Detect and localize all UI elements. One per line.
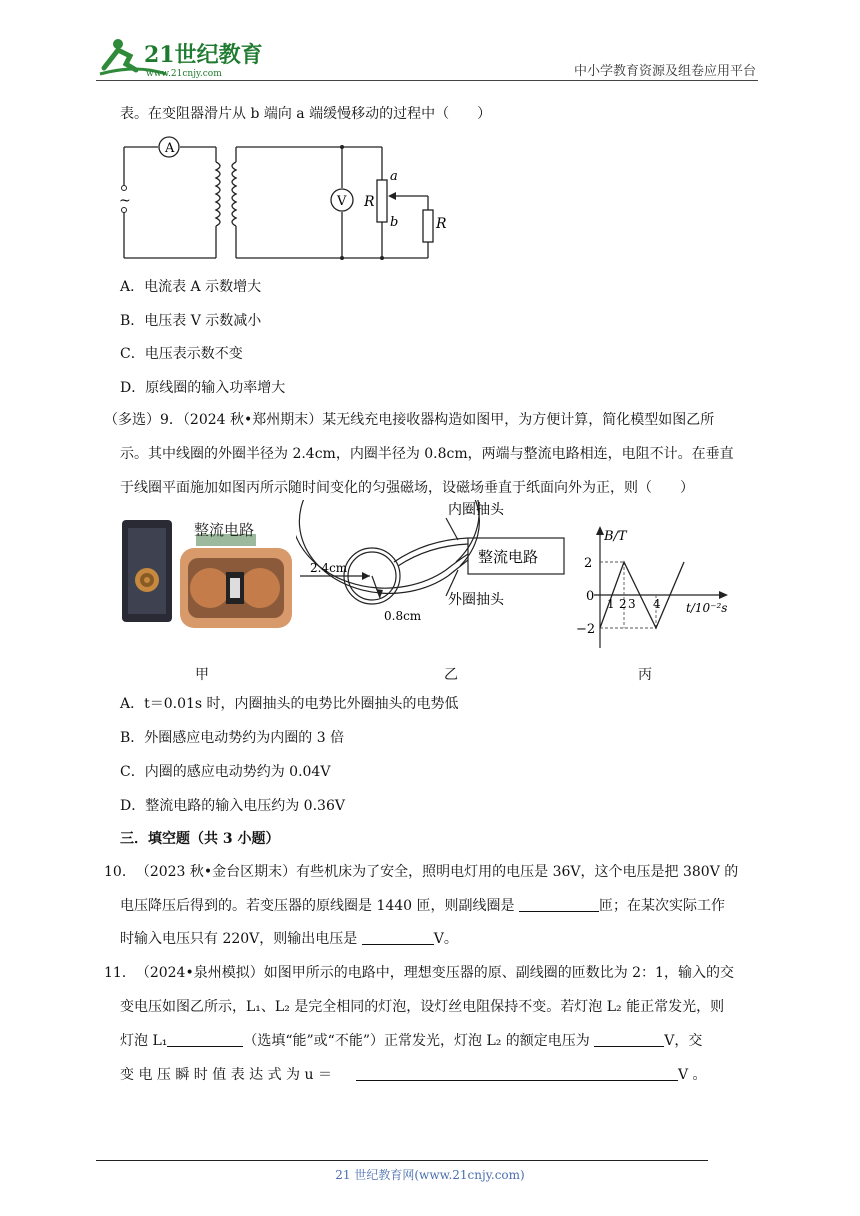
rheostat-label: R — [364, 194, 375, 210]
q11-line-3-tail: V，交 — [664, 1033, 703, 1049]
q11-line-2: 变电压如图乙所示，L₁、L₂ 是完全相同的灯泡，设灯丝电阻保持不变。若灯泡 L₂ 能正常发光，则 — [120, 999, 725, 1015]
q9-option-d: D．整流电路的输入电压约为 0.36V — [120, 798, 345, 814]
q8-option-d: D．原线圈的输入功率增大 — [120, 380, 286, 396]
fig-yi-coil-diagram — [296, 500, 574, 658]
q8-circuit-diagram — [110, 130, 460, 270]
ammeter-label: A — [165, 141, 175, 156]
q9-option-a: A．t＝0.01s 时，内圈抽头的电势比外圈抽头的电势低 — [120, 696, 459, 712]
q11-line-4-tail: V 。 — [677, 1067, 707, 1083]
q11-line-3-text: 灯泡 L₁ — [120, 1033, 168, 1049]
q9-option-c: C．内圈的感应电动势约为 0.04V — [120, 764, 331, 780]
fig-yi-caption: 乙 — [444, 667, 458, 683]
x-tick-1: 1 — [607, 597, 615, 611]
q10-line-2-tail: 匝；在某次实际工作 — [598, 898, 725, 914]
q11-blank-1[interactable] — [167, 1032, 243, 1047]
fig-jia-photo — [118, 508, 296, 628]
end-a-label: a — [390, 169, 398, 184]
q11-blank-2[interactable] — [594, 1032, 664, 1047]
q8-stem: 表。在变阻器滑片从 b 端向 a 端缓慢移动的过程中（ ） — [120, 106, 492, 122]
resistor-label: R — [436, 216, 447, 232]
logo-text: 21世纪教育 — [144, 42, 263, 68]
q11-line-4-text: 变 电 压 瞬 时 值 表 达 式 为 u ＝ — [120, 1067, 332, 1083]
fig-jia-label: 整流电路 — [194, 521, 255, 539]
site-logo — [96, 34, 266, 80]
q11-line-3 — [120, 1031, 702, 1051]
header-divider — [96, 80, 758, 81]
q9-option-b: B．外圈感应电动势约为内圈的 3 倍 — [120, 730, 345, 746]
q10-blank-1[interactable] — [519, 897, 599, 912]
x-tick-2: 2 — [619, 597, 627, 611]
q8-option-c: C．电压表示数不变 — [120, 346, 243, 362]
q10-line-3-text: 时输入电压只有 220V，则输出电压是 — [120, 931, 362, 947]
q11-line-4 — [120, 1065, 707, 1085]
fig-jia-caption: 甲 — [195, 667, 209, 683]
q10-line-3 — [120, 929, 458, 949]
fig-bing-xlabel: t/10⁻²s — [686, 601, 728, 615]
fig-bing-caption: 丙 — [638, 667, 652, 683]
q10-line-2-text: 电压降压后得到的。若变压器的原线圈是 1440 匝，则副线圈是 — [120, 898, 519, 914]
q9-stem-line-2: 示。其中线圈的外圈半径为 2.4cm，内圈半径为 0.8cm，两端与整流电路相连，电阻不计。在垂直 — [120, 446, 734, 462]
x-tick-4: 4 — [653, 597, 661, 611]
fig-yi-inner-tap: 内圈抽头 — [448, 502, 504, 518]
q8-option-a: A．电流表 A 示数增大 — [120, 279, 262, 295]
footer-divider — [96, 1160, 708, 1161]
footer-text: 21 世纪教育网(www.21cnjy.com) — [335, 1168, 525, 1182]
fig-yi-box-label: 整流电路 — [478, 548, 539, 566]
fig-yi-outer-radius: 2.4cm — [310, 561, 348, 575]
section-3-title: 三．填空题（共 3 小题） — [120, 831, 280, 847]
q10-blank-2[interactable] — [362, 930, 434, 945]
q10-line-3-tail: V。 — [433, 931, 458, 947]
fig-bing-ylabel: B/T — [604, 529, 627, 544]
q9-stem-line-1: （多选）9．（2024 秋•郑州期末）某无线充电接收器构造如图甲，为方便计算，简化模型如图乙所 — [104, 412, 715, 428]
q11-blank-3[interactable] — [356, 1066, 678, 1081]
x-tick-3: 3 — [628, 597, 636, 611]
fig-yi-outer-tap: 外圈抽头 — [448, 592, 504, 608]
q11-line-3-mid: （选填“能”或“不能”）正常发光，灯泡 L₂ 的额定电压为 — [243, 1033, 595, 1049]
y-tick-0: 0 — [586, 589, 595, 604]
y-tick-neg2: −2 — [576, 622, 596, 637]
q9-stem-line-3: 于线圈平面施加如图丙所示随时间变化的匀强磁场，设磁场垂直于纸面向外为正，则（ ） — [120, 480, 694, 496]
fig-yi-inner-radius: 0.8cm — [384, 609, 422, 623]
voltmeter-label: V — [337, 194, 347, 209]
q10-line-2 — [120, 896, 725, 916]
fig-bing-graph — [574, 524, 740, 654]
q11-line-1: 11． （2024•泉州模拟）如图甲所示的电路中，理想变压器的原、副线圈的匝数比为 2：1，输入的交 — [104, 965, 734, 981]
q8-option-b: B．电压表 V 示数减小 — [120, 313, 262, 329]
ac-source-symbol: ~ — [119, 193, 131, 209]
y-tick-2: 2 — [584, 556, 593, 571]
header-platform-text: 中小学教育资源及组卷应用平台 — [573, 64, 756, 79]
end-b-label: b — [390, 215, 399, 230]
logo-url: www.21cnjy.com — [146, 69, 222, 79]
q10-line-1: 10． （2023 秋•金台区期末）有些机床为了安全，照明电灯用的电压是 36V，这个电压是把 380V 的 — [104, 864, 739, 880]
